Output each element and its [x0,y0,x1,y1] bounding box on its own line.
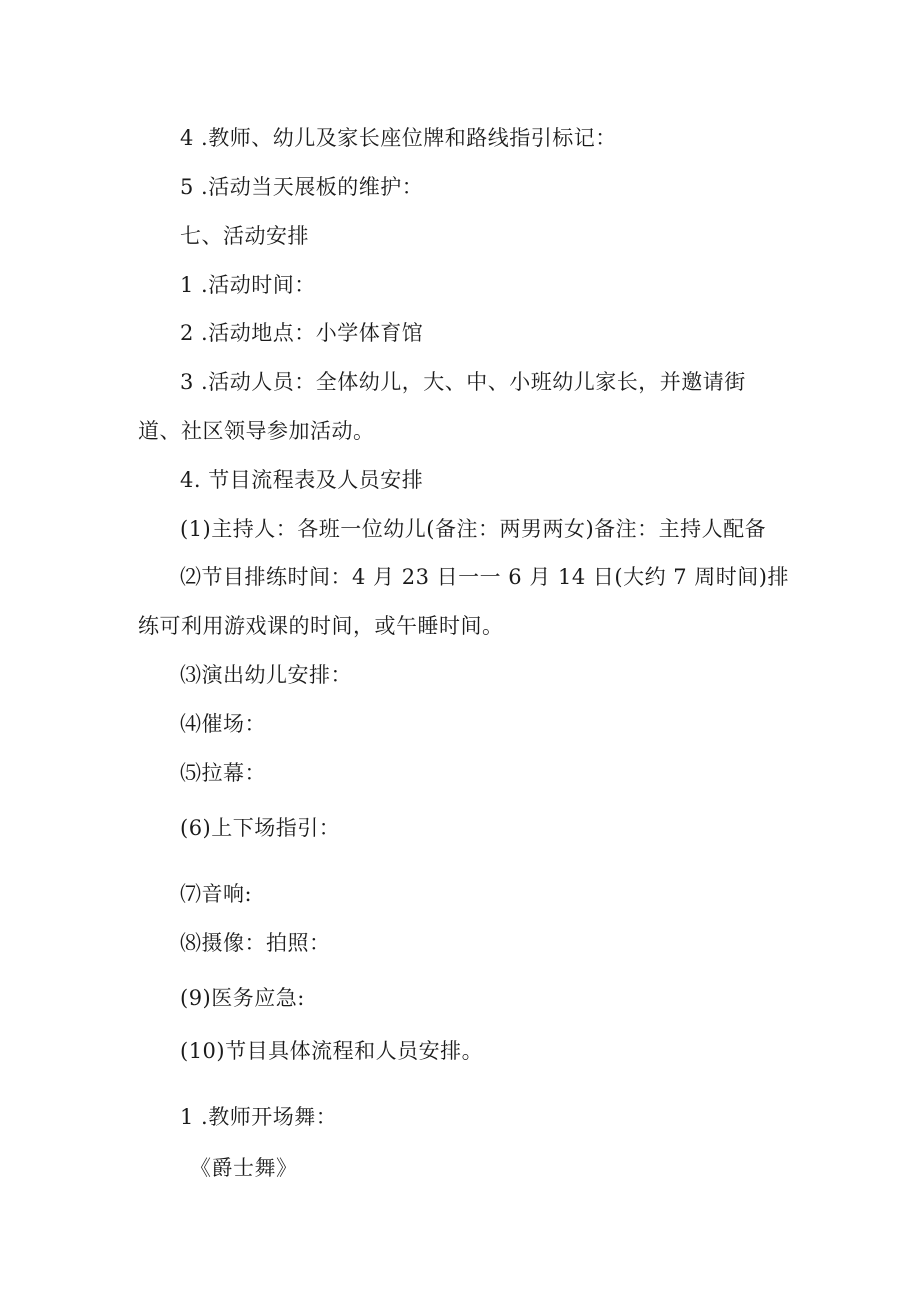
list-item-host: (1)主持人：各班一位幼儿(备注：两男两女)备注：主持人配备 [180,517,767,541]
list-item-medical: (9)医务应急: [180,986,305,1010]
list-item-activity-participants-cont: 道、社区领导参加活动。 [138,419,375,443]
list-item-stage-guide: (6)上下场指引： [180,816,341,840]
list-item-program-flow: (10)节目具体流程和人员安排。 [180,1039,484,1063]
list-item-program-schedule: 4. 节目流程表及人员安排 [180,468,424,492]
list-item-curtain: ⑸拉幕： [180,761,266,785]
section-heading-activity-arrangement: 七、活动安排 [180,224,309,248]
list-item-rehearsal-time-cont: 练可利用游戏课的时间，或午睡时间。 [138,614,504,638]
list-item-call-stage: ⑷催场： [180,712,266,736]
list-item-activity-participants: 3 .活动人员：全体幼儿，大、中、小班幼儿家长，并邀请街 [180,370,746,394]
program-title-jazz-dance: 《爵士舞》 [190,1156,298,1180]
list-item-activity-time: 1 .活动时间： [180,273,316,297]
list-item-video-photo: ⑻摄像：拍照： [180,931,331,955]
list-item-seat-signs: 4 .教师、幼儿及家长座位牌和路线指引标记： [180,126,617,150]
list-item-rehearsal-time: ⑵节目排练时间：4 月 23 日一一 6 月 14 日(大约 7 周时间)排 [180,565,789,589]
list-item-teacher-dance: 1 .教师开场舞： [180,1105,338,1129]
list-item-activity-location: 2 .活动地点：小学体育馆 [180,321,424,345]
list-item-sound: ⑺音响: [180,882,253,906]
list-item-board-maintenance: 5 .活动当天展板的维护： [180,175,424,199]
list-item-performers: ⑶演出幼儿安排： [180,663,352,687]
